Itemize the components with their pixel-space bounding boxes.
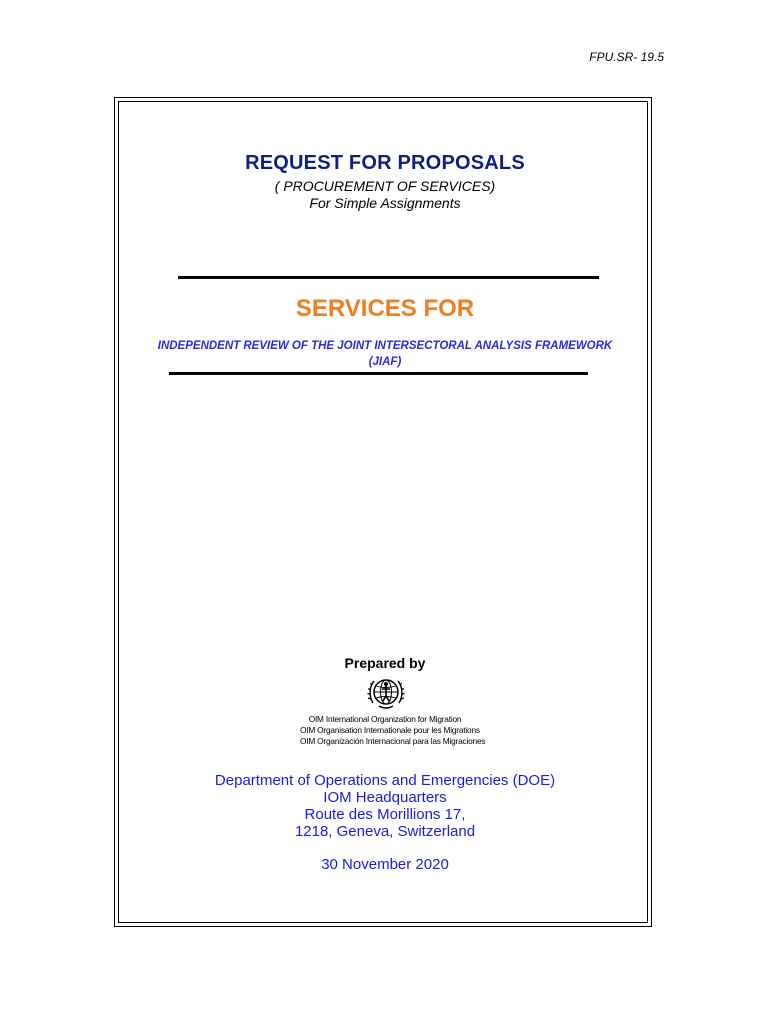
document-reference-code: FPU.SR- 19.5 (589, 50, 664, 64)
document-title: REQUEST FOR PROPOSALS (245, 152, 525, 174)
iom-logo-line-spanish: OIM Organización Internacional para las Migraciones (300, 736, 486, 746)
iom-logo-line-french: OIM Organisation Internationale pour les Migrations (300, 725, 480, 735)
address-city: 1218, Geneva, Switzerland (294, 823, 476, 840)
project-title (0, 338, 770, 370)
iom-logo-line-english: OIM International Organization for Migration (308, 714, 462, 724)
services-heading: SERVICES FOR (295, 295, 475, 322)
top-divider-rule (178, 276, 599, 279)
document-date: 30 November 2020 (321, 856, 449, 873)
address-block (0, 772, 770, 840)
address-street: Route des Morillions 17, (304, 806, 466, 823)
bottom-divider-rule (169, 372, 588, 375)
prepared-by-label: Prepared by (344, 655, 426, 671)
document-assignment-type: For Simple Assignments (309, 195, 461, 211)
address-department: Department of Operations and Emergencies (DOE) (214, 772, 556, 789)
project-title-line-1: INDEPENDENT REVIEW OF THE JOINT INTERSECTORAL ANALYSIS FRAMEWORK (157, 340, 613, 352)
address-office: IOM Headquarters (323, 789, 447, 806)
document-subtitle: ( PROCUREMENT OF SERVICES) (274, 178, 496, 194)
iom-logo-text (300, 714, 486, 747)
project-title-line-2: (JIAF) (368, 356, 402, 368)
iom-globe-emblem-icon (367, 673, 405, 711)
